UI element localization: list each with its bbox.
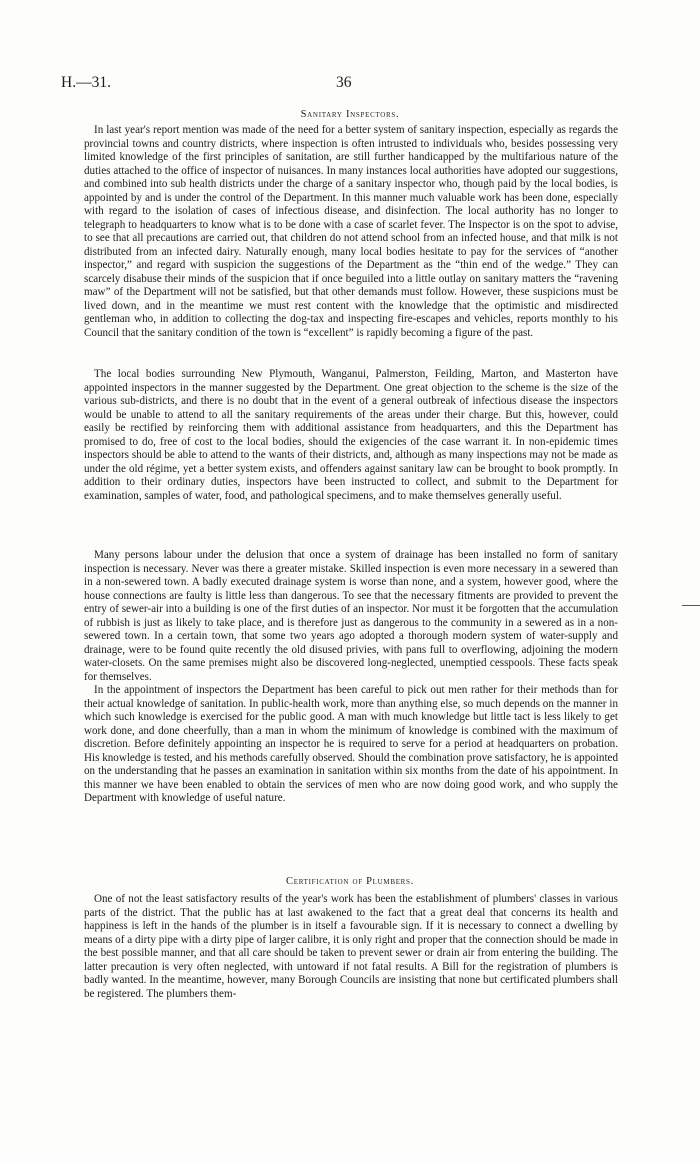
section-heading-certification-of-plumbers: Certification of Plumbers. (286, 876, 414, 887)
paragraph: Many persons labour under the delusion that once a system of drainage has been installed no form of sanitary inspection is necessary. Never was there a greater mistake. Skilled inspection is even more necessary in a sewered than in a non-sewered town. A badly executed drainage system is worse than none, and a system, however good, where the house connections are faulty is little less than dangerous. To see that the necessary fitments are provided to prevent the entry of sewer-air into a building is one of the first duties of an inspector. Nor must it be forgotten that the accumulation of rubbish is just as likely to take place, and is therefore just as dangerous to the community in a sewered as in a non-sewered town. In a certain town, that some two years ago adopted a thorough modern system of water-supply and drainage, were to be found quite recently the old disused privies, with pans full to overflowing, adjoining the modern water-closets. On the same premises might also be discovered long-neglected, unemptied cesspools. These facts speak for themselves. (84, 549, 618, 683)
margin-mark: ― (682, 594, 700, 614)
report-reference: H.—31. (61, 74, 111, 91)
section-heading-sanitary-inspectors: Sanitary Inspectors. (300, 109, 400, 120)
paragraph: The local bodies surrounding New Plymouth, Wanganui, Palmerston, Feilding, Marton, and Masterton have appointed inspectors in the manner suggested by the Department. One great objection to the scheme is the size of the various sub-districts, and there is no doubt that in the event of a general outbreak of infectious disease the inspectors would be unable to attend to all the sanitary requirements of the areas under their charge. But this, however, could easily be rectified by reinforcing them with additional assistance from headquarters, and this the Department has promised to do, free of cost to the local bodies, should the exigencies of the case warrant it. In non-epidemic times inspectors should be able to attend to the wants of their districts, and, although as many inspections may not be made as under the old régime, yet a better system exists, and offenders against sanitary law can be brought to book promptly. In addition to their ordinary duties, inspectors have been instructed to collect, and submit to the Department for examination, samples of water, food, and pathological specimens, and to make themselves generally useful. (84, 368, 618, 502)
page-number: 36 (336, 74, 352, 91)
paragraph: One of not the least satisfactory results of the year's work has been the establishment of plumbers' classes in various parts of the district. That the public has at last awakened to the fact that a great deal that concerns its health and happiness is left in the hands of the plumber is in itself a favourable sign. If it is necessary to connect a dwelling by means of a dirty pipe with a dirty pipe of larger calibre, it is only right and proper that the connection should be made in the best possible manner, and that all care should be taken to prevent sewer or drain air from entering the building. The latter precaution is very often neglected, with untoward if not fatal results. A Bill for the registration of plumbers is badly wanted. In the meantime, however, many Borough Councils are insisting that none but certificated plumbers shall be registered. The plumbers them- (84, 893, 618, 1000)
paragraph: In last year's report mention was made of the need for a better system of sanitary inspection, especially as regards the provincial towns and country districts, where inspection is often intrusted to individuals who, besides possessing very limited knowledge of the first principles of sanitation, are still further handicapped by the multifarious nature of the duties attached to the office of inspector of nuisances. In many instances local authorities have adopted our suggestions, and combined into sub health districts under the charge of a sanitary inspector who, though paid by the local bodies, is appointed by and is under the control of the Department. In this manner much valuable work has been done, especially with regard to the isolation of cases of infectious disease, and disinfection. The local authority has no longer to telegraph to headquarters to know what is to be done with a case of scarlet fever. The Inspector is on the spot to advise, to see that all precautions are carried out, that children do not attend school from an infected house, and that milk is not distributed from an infected dairy. Naturally enough, many local bodies hesitate to pay for the services of “another inspector,” and regard with suspicion the suggestions of the Department as the “thin end of the wedge.” They can scarcely disabuse their minds of the suspicion that if once beguiled into a little outlay on sanitary matters the “ravening maw” of the Department will not be satisfied, but that other demands must follow. However, these suspicions must be lived down, and in the meantime we must rest content with the knowledge that the optimistic and misdirected gentleman who, in addition to collecting the dog-tax and inspecting fire-escapes and vehicles, reports monthly to his Council that the sanitary condition of the town is “excellent” is rapidly becoming a figure of the past. (84, 124, 618, 339)
paragraph: In the appointment of inspectors the Department has been careful to pick out men rather for their methods than for their actual knowledge of sanitation. In public-health work, more than anything else, so much depends on the manner in which such knowledge is exercised for the public good. A man with much knowledge but little tact is less likely to get work done, and done cheerfully, than a man in whom the minimum of knowledge is combined with the maximum of discretion. Before definitely appointing an inspector he is required to serve for a period at headquarters on probation. His knowledge is tested, and his methods carefully observed. Should the combination prove satisfactory, he is appointed on the understanding that he passes an examination in sanitation within six months from the date of his appointment. In this manner we have been enabled to obtain the services of men who are now doing good work, and who supply the Department with knowledge of useful nature. (84, 684, 618, 804)
